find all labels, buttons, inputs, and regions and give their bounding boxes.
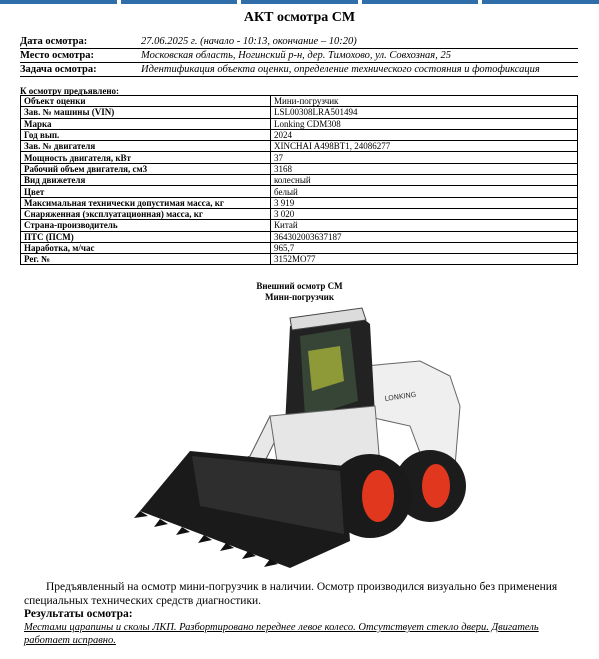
meta-value: 27.06.2025 г. (начало - 10:13, окончание – 10:20) xyxy=(141,36,357,47)
spec-row xyxy=(21,208,578,219)
spec-label: Цвет xyxy=(21,186,271,197)
spec-value: белый xyxy=(271,186,578,197)
spec-label: Страна-производитель xyxy=(21,220,271,231)
spec-value: 3152МО77 xyxy=(271,254,578,265)
presented-label: К осмотру предъявлено: xyxy=(20,86,120,96)
spec-value: Китай xyxy=(271,220,578,231)
spec-row xyxy=(21,220,578,231)
meta-label: Задача осмотра: xyxy=(20,64,97,75)
spec-row xyxy=(21,107,578,118)
spec-label: Зав. № двигателя xyxy=(21,141,271,152)
spec-label: Год вып. xyxy=(21,129,271,140)
spec-value: 3168 xyxy=(271,163,578,174)
spec-value: колесный xyxy=(271,175,578,186)
spec-value: 364302003637187 xyxy=(271,231,578,242)
spec-label: ПТС (ПСМ) xyxy=(21,231,271,242)
spec-row xyxy=(21,129,578,140)
specs-table-body xyxy=(21,96,578,265)
top-bar-segment xyxy=(121,0,238,4)
meta-label: Дата осмотра: xyxy=(20,36,88,47)
spec-label: Снаряженная (эксплуатационная) масса, кг xyxy=(21,208,271,219)
skid-steer-loader-photo xyxy=(130,306,475,576)
spec-label: Максимальная технически допустимая масса, кг xyxy=(21,197,271,208)
spec-value: Lonking CDM308 xyxy=(271,118,578,129)
spec-label: Мощность двигателя, кВт xyxy=(21,152,271,163)
spec-value: 3 919 xyxy=(271,197,578,208)
results-heading: Результаты осмотра: xyxy=(24,608,133,620)
top-bar-segment xyxy=(362,0,479,4)
spec-value: 37 xyxy=(271,152,578,163)
spec-row xyxy=(21,175,578,186)
spec-row xyxy=(21,118,578,129)
top-bar-segment xyxy=(241,0,358,4)
results-text: Местами царапины и сколы ЛКП. Разбортировано переднее левое колесо. Отсутствует стекло двери. Двигатель работает исправно. xyxy=(24,622,539,646)
top-bar-segment xyxy=(0,0,117,4)
meta-label: Место осмотра: xyxy=(20,50,95,61)
inspection-note-text: Предъявленный на осмотр мини-погрузчик в наличии. Осмотр производился визуально без применения специальных технических средств диагностики. xyxy=(24,581,558,607)
top-bar-segment xyxy=(482,0,599,4)
meta-row-date xyxy=(20,35,578,49)
spec-label: Наработка, м/час xyxy=(21,242,271,253)
spec-row xyxy=(21,186,578,197)
spec-label: Вид движетеля xyxy=(21,175,271,186)
spec-value: XINCHAI A498BT1, 24086277 xyxy=(271,141,578,152)
spec-row xyxy=(21,163,578,174)
meta-value: Московская область, Ногинский р-н, дер. Тимохово, ул. Совхозная, 25 xyxy=(141,50,451,61)
meta-row-task xyxy=(20,63,578,77)
spec-value: 3 020 xyxy=(271,208,578,219)
spec-label: Рабочий объем двигателя, см3 xyxy=(21,163,271,174)
spec-row xyxy=(21,254,578,265)
photo-caption-subtitle: Мини-погрузчик xyxy=(264,292,335,302)
specs-table xyxy=(20,95,578,265)
top-decorative-bar xyxy=(0,0,599,4)
meta-row-place xyxy=(20,49,578,63)
spec-value: LSL00308LRA501494 xyxy=(271,107,578,118)
spec-row xyxy=(21,141,578,152)
spec-row xyxy=(21,96,578,107)
spec-row xyxy=(21,152,578,163)
brand-decal: LONKING xyxy=(384,390,417,403)
meta-value: Идентификация объекта оценки, определение технического состояния и фотофиксация xyxy=(141,64,540,75)
photo-caption-title: Внешний осмотр СМ xyxy=(256,281,343,291)
spec-label: Зав. № машины (VIN) xyxy=(21,107,271,118)
spec-value: 2024 xyxy=(271,129,578,140)
spec-value: 965,7 xyxy=(271,242,578,253)
inspection-meta xyxy=(20,35,578,77)
spec-label: Рег. № xyxy=(21,254,271,265)
spec-row xyxy=(21,231,578,242)
inspection-note xyxy=(24,580,579,608)
spec-value: Мини-погрузчик xyxy=(271,96,578,107)
spec-label: Марка xyxy=(21,118,271,129)
document-title: АКТ осмотра СМ xyxy=(243,10,356,25)
spec-row xyxy=(21,197,578,208)
spec-label: Объект оценки xyxy=(21,96,271,107)
spec-row xyxy=(21,242,578,253)
